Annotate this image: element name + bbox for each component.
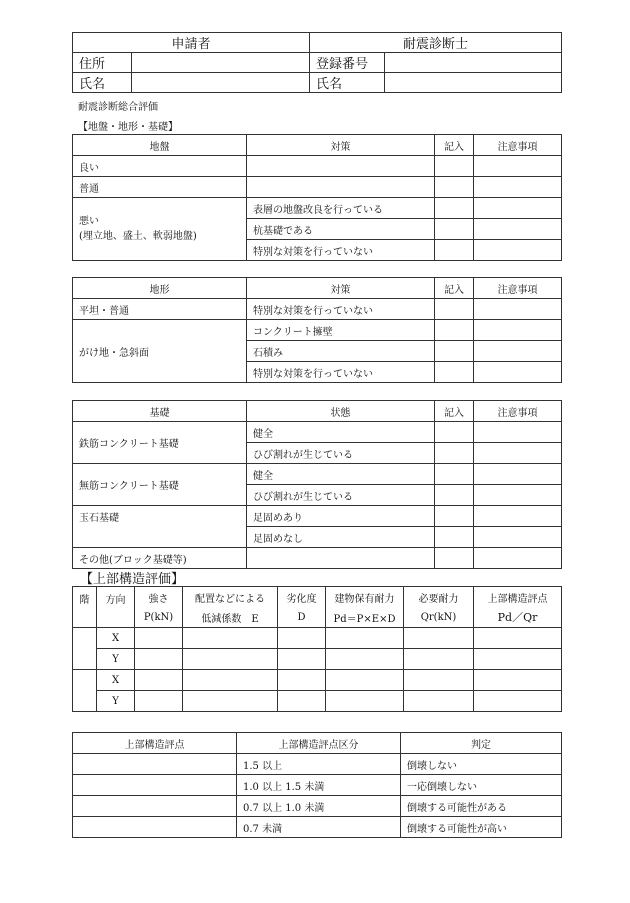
ground-measure-3-notes[interactable] [474, 240, 562, 261]
direction-cell: X [97, 670, 135, 691]
diagnostician-name-label: 氏名 [310, 73, 385, 93]
reg-no-label: 登録番号 [310, 53, 385, 73]
capacity-cell[interactable] [326, 628, 404, 649]
required-sub: Qr(kN) [404, 607, 474, 628]
capacity-sub: Pd＝P×E×D [326, 607, 404, 628]
deterioration-header: 劣化度 [278, 587, 326, 608]
terrain-slope-measure-3-entry[interactable] [435, 362, 474, 383]
verdict-col-header: 判定 [401, 733, 562, 754]
required-cell[interactable] [404, 691, 474, 712]
terrain-slope-measure-2-entry[interactable] [435, 341, 474, 362]
deterioration-cell[interactable] [278, 670, 326, 691]
foundation-plain-state-2-entry[interactable] [435, 485, 474, 506]
foundation-rc-state-2-notes[interactable] [474, 443, 562, 464]
foundation-plain-state-2: ひび割れが生じている [247, 485, 435, 506]
foundation-other: その他(ブロック基礎等) [73, 548, 247, 569]
foundation-other-entry[interactable] [435, 548, 474, 569]
score-cell[interactable] [474, 649, 562, 670]
score-range: 1.0 以上 1.5 未満 [237, 775, 401, 796]
capacity-cell[interactable] [326, 649, 404, 670]
judgement-table [72, 732, 562, 838]
upper-structure-table [72, 586, 562, 712]
foundation-stone-state-1-entry[interactable] [435, 506, 474, 527]
required-cell[interactable] [404, 628, 474, 649]
ground-measure-2: 杭基礎である [247, 219, 435, 240]
foundation-plain-state-2-notes[interactable] [474, 485, 562, 506]
ground-measure-3-entry[interactable] [435, 240, 474, 261]
strength-cell[interactable] [135, 691, 183, 712]
direction-header: 方向 [97, 587, 135, 628]
floor-header: 階 [73, 587, 97, 628]
score-entry[interactable] [73, 775, 237, 796]
foundation-rc: 鉄筋コンクリート基礎 [73, 422, 247, 464]
ground-bad-note: (埋立地、盛土、軟弱地盤) [79, 231, 197, 242]
score-entry[interactable] [73, 796, 237, 817]
ground-good-measure [247, 156, 435, 177]
ground-measure-1: 表層の地盤改良を行っている [247, 198, 435, 219]
score-entry[interactable] [73, 817, 237, 838]
foundation-other-state[interactable] [247, 548, 435, 569]
required-cell[interactable] [404, 670, 474, 691]
overall-title: 耐震診断総合評価 [78, 102, 158, 113]
state-col-header: 状態 [247, 401, 435, 422]
ground-normal-measure [247, 177, 435, 198]
terrain-slope-measure-1-notes[interactable] [474, 320, 562, 341]
score-cell[interactable] [474, 670, 562, 691]
foundation-plain-state-1: 健全 [247, 464, 435, 485]
score-cell[interactable] [474, 691, 562, 712]
strength-cell[interactable] [135, 649, 183, 670]
terrain-slope-measure-3: 特別な対策を行っていない [247, 362, 435, 383]
score-cell[interactable] [474, 628, 562, 649]
applicant-name-field[interactable] [132, 73, 310, 93]
terrain-col-header: 地形 [73, 278, 247, 299]
terrain-flat: 平坦・普通 [73, 299, 247, 320]
capacity-cell[interactable] [326, 670, 404, 691]
score-header: 上部構造評点 [474, 587, 562, 608]
upper-section-title: 【上部構造評価】 [80, 572, 185, 587]
ground-col-header: 地盤 [73, 135, 247, 156]
score-sub: Pd／Qr [474, 607, 562, 628]
ground-good: 良い [73, 156, 247, 177]
ground-normal-entry[interactable] [435, 177, 474, 198]
entry-col-header: 記入 [435, 135, 474, 156]
ground-bad-label: 悪い [79, 216, 99, 227]
score-range: 0.7 未満 [237, 817, 401, 838]
address-label: 住所 [73, 53, 132, 73]
ground-measure-2-notes[interactable] [474, 219, 562, 240]
layout-cell[interactable] [183, 628, 278, 649]
measure-col-header: 対策 [247, 135, 435, 156]
required-cell[interactable] [404, 649, 474, 670]
ground-good-entry[interactable] [435, 156, 474, 177]
foundation-rc-state-1-notes[interactable] [474, 422, 562, 443]
direction-cell: Y [97, 691, 135, 712]
strength-unit: P(kN) [135, 607, 183, 628]
ground-measure-1-notes[interactable] [474, 198, 562, 219]
foundation-notes-col-header: 注意事項 [474, 401, 562, 422]
foundation-rc-state-1: 健全 [247, 422, 435, 443]
address-field[interactable] [132, 53, 310, 73]
terrain-flat-measure: 特別な対策を行っていない [247, 299, 435, 320]
deterioration-cell[interactable] [278, 649, 326, 670]
foundation-plain: 無筋コンクリート基礎 [73, 464, 247, 506]
terrain-measure-col-header: 対策 [247, 278, 435, 299]
diagnostician-name-field[interactable] [385, 73, 562, 93]
foundation-table [72, 400, 562, 569]
terrain-notes-col-header: 注意事項 [474, 278, 562, 299]
terrain-table [72, 277, 562, 383]
ground-bad [73, 198, 247, 261]
category-col-header: 上部構造評点区分 [237, 733, 401, 754]
ground-normal-notes[interactable] [474, 177, 562, 198]
terrain-flat-entry[interactable] [435, 299, 474, 320]
terrain-entry-col-header: 記入 [435, 278, 474, 299]
ground-measure-1-entry[interactable] [435, 198, 474, 219]
notes-col-header: 注意事項 [474, 135, 562, 156]
strength-header: 強さ [135, 587, 183, 608]
verdict: 倒壊する可能性がある [401, 796, 562, 817]
terrain-slope-measure-2-notes[interactable] [474, 341, 562, 362]
direction-cell: Y [97, 649, 135, 670]
floor-cell-1[interactable] [73, 628, 97, 670]
terrain-slope-measure-2: 石積み [247, 341, 435, 362]
floor-cell-2[interactable] [73, 670, 97, 712]
layout-cell[interactable] [183, 691, 278, 712]
foundation-stone-state-2: 足固めなし [247, 527, 435, 548]
ground-section-title: 【地盤・地形・基礎】 [78, 122, 178, 133]
verdict: 一応倒壊しない [401, 775, 562, 796]
score-range: 1.5 以上 [237, 754, 401, 775]
foundation-stone-state-1: 足固めあり [247, 506, 435, 527]
capacity-cell[interactable] [326, 691, 404, 712]
required-header: 必要耐力 [404, 587, 474, 608]
applicant-name-label: 氏名 [73, 73, 132, 93]
verdict: 倒壊する可能性が高い [401, 817, 562, 838]
capacity-header: 建物保有耐力 [326, 587, 404, 608]
foundation-stone-state-2-entry[interactable] [435, 527, 474, 548]
verdict: 倒壊しない [401, 754, 562, 775]
layout-sub: 低減係数 E [183, 607, 278, 628]
terrain-slope-measure-1-entry[interactable] [435, 320, 474, 341]
layout-cell[interactable] [183, 649, 278, 670]
foundation-plain-state-1-notes[interactable] [474, 464, 562, 485]
applicant-header: 申請者 [73, 33, 310, 53]
layout-header: 配置などによる [183, 587, 278, 608]
deterioration-cell[interactable] [278, 691, 326, 712]
direction-cell: X [97, 628, 135, 649]
layout-cell[interactable] [183, 670, 278, 691]
terrain-flat-notes[interactable] [474, 299, 562, 320]
foundation-stone: 玉石基礎 [73, 506, 247, 548]
foundation-rc-state-2-entry[interactable] [435, 443, 474, 464]
strength-cell[interactable] [135, 670, 183, 691]
foundation-rc-state-2: ひび割れが生じている [247, 443, 435, 464]
ground-measure-3: 特別な対策を行っていない [247, 240, 435, 261]
ground-table [72, 134, 562, 261]
deterioration-cell[interactable] [278, 628, 326, 649]
deterioration-sub: D [278, 607, 326, 628]
foundation-other-notes[interactable] [474, 548, 562, 569]
reg-no-field[interactable] [385, 53, 562, 73]
score-range: 0.7 以上 1.0 未満 [237, 796, 401, 817]
terrain-slope-measure-3-notes[interactable] [474, 362, 562, 383]
foundation-rc-state-1-entry[interactable] [435, 422, 474, 443]
score-entry[interactable] [73, 754, 237, 775]
foundation-col-header: 基礎 [73, 401, 247, 422]
foundation-entry-col-header: 記入 [435, 401, 474, 422]
applicant-table [72, 32, 562, 93]
ground-normal: 普通 [73, 177, 247, 198]
strength-cell[interactable] [135, 628, 183, 649]
diagnostician-header: 耐震診断士 [310, 33, 562, 53]
ground-measure-2-entry[interactable] [435, 219, 474, 240]
score-col-header: 上部構造評点 [73, 733, 237, 754]
terrain-slope-measure-1: コンクリート擁壁 [247, 320, 435, 341]
ground-good-notes[interactable] [474, 156, 562, 177]
foundation-plain-state-1-entry[interactable] [435, 464, 474, 485]
terrain-slope: がけ地・急斜面 [73, 320, 247, 383]
foundation-stone-state-1-notes[interactable] [474, 506, 562, 527]
foundation-stone-state-2-notes[interactable] [474, 527, 562, 548]
